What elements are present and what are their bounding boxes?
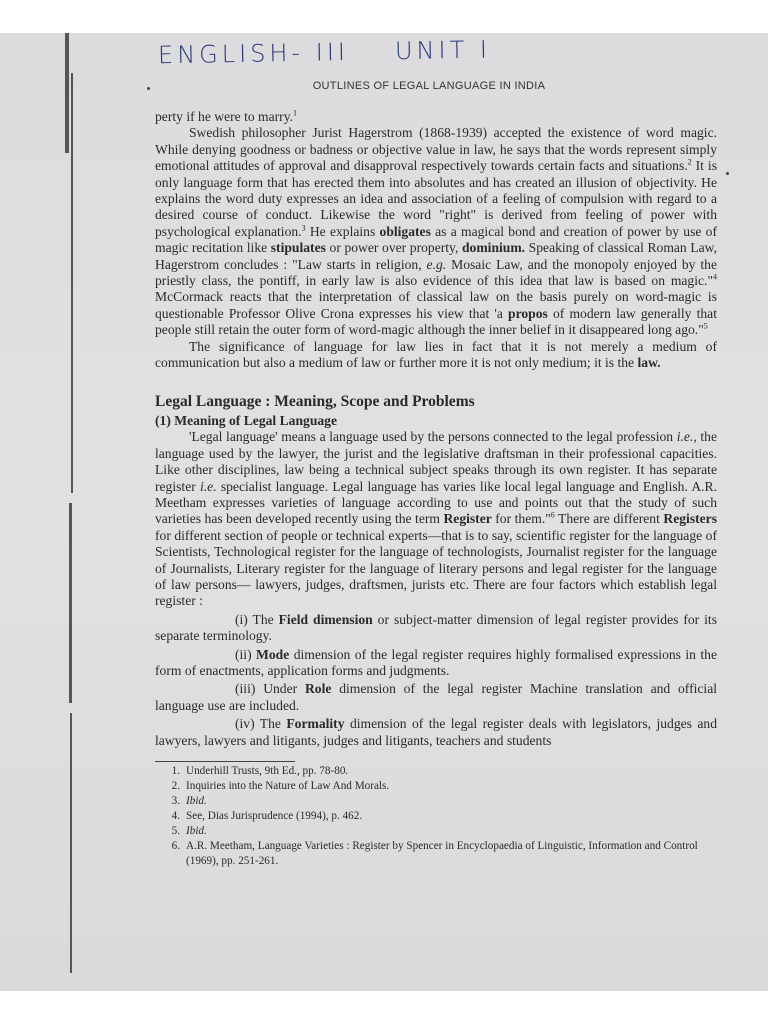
subsection-heading: (1) Meaning of Legal Language [155, 412, 338, 428]
speck [147, 87, 150, 90]
paragraph-meaning: 'Legal language' means a language used by the persons connected to the legal profession i.e., the language used by the lawyer, the jurist and the legislative draftsman in their professional capacities. Like other disciplines, law being a technical subject speaks through its own register. It has separate register i.e. specialist language. Legal language has varies like local legal language and English. A.R. Meetham expresses varieties of language according to use and points out that the study of such varieties has been developed recently using the term Register for them."$^6$ There are different Registers for different section of people or technical experts—that is to say, scientific register for the language of Scientists, Technological register for the language of technologists, Journalist register for the language of Journalists, Literary register for the language of literary persons and legal register for the language of law persons— lawyers, judges, draftsmen, jurists etc. There are four factors which establish legal register : [155, 429, 717, 609]
footnotes [155, 764, 717, 869]
footnote-item: 1. Underhill Trusts, 9th Ed., pp. 78-80. [171, 765, 349, 778]
section-heading: Legal Language : Meaning, Scope and Problems [155, 392, 475, 410]
page-body [155, 109, 717, 869]
speck [726, 172, 729, 175]
footnote-item: 4. See, Dias Jurisprudence (1994), p. 462. [171, 810, 363, 823]
footnote-item: 3. Ibid. [171, 795, 207, 808]
handwritten-annotation [158, 35, 537, 70]
footnote-item: 6. A.R. Meetham, Language Varieties : Register by Spencer in Encyclopaedia of Linguistic, Information and Control (1969), pp. 251-261. [171, 840, 698, 868]
dimension-item-field: (i) The Field dimension or subject-matter dimension of legal register provides for its separate terminology. [155, 611, 717, 644]
footnote-item: 5. Ibid. [171, 825, 207, 838]
scanned-page [0, 33, 768, 991]
dimension-item-role: (iii) Under Role dimension of the legal register Machine translation and official language use are included. [155, 681, 718, 713]
dimension-item-formality: (iv) The Formality dimension of the legal register deals with legislators, judges and lawyers, lawyers and litigants, judges and litigants, teachers and students [155, 716, 717, 748]
handwritten-unit: UNIT I [394, 35, 492, 66]
paragraph-hagerstrom: Swedish philosopher Jurist Hagerstrom (1868-1939) accepted the existence of word magic. While denying goodness or badness or objective value in law, he says that the words represent simply emotional attitudes of approval and disapproval respectively towards certain facts and situations.$^2$ It is only language form that has erected them into absolutes and has created an illusion of objectivity. He explains the word duty expresses an idea and association of a feeling of compulsion with regard to a desired course of conduct. Likewise the word "right" is derived from feeling of power with psychological explanation.$^3$ He explains obligates as a magical bond and creation of power by use of magic recitation like stipulates or power over property, dominium. Speaking of classical Roman Law, Hagerstrom concludes : "Law starts in religion, e.g. Mosaic Law, and the monopoly enjoyed by the priestly class, the pontiff, in early law is also evidence of this idea that law is based on magic."$^4$ McCormack reacts that the interpretation of classical law on the basis purely on word-magic is questionable Professor Olive Crona expresses his view that 'a propos of modern law generally that people still retain the outer form of word-magic although the inner belief in it disappeared long ago."$^5$ [155, 125, 718, 338]
dimension-item-mode: (ii) Mode dimension of the legal register requires highly formalised expressions in the form of enactments, application forms and judgments. [155, 646, 717, 678]
paragraph-significance: The significance of language for law lies in fact that it is not merely a medium of communication but also a medium of law or further more it is not only medium; it is the law. [155, 338, 717, 371]
paragraph-continuation: perty if he were to marry.$^1$ [155, 108, 298, 124]
running-head: OUTLINES OF LEGAL LANGUAGE IN INDIA [312, 80, 546, 92]
handwritten-course: ENGLISH- III [157, 37, 350, 70]
binding-edge [55, 33, 81, 991]
footnote-rule [155, 761, 295, 762]
footnote-item: 2. Inquiries into the Nature of Law And Morals. [171, 780, 390, 793]
